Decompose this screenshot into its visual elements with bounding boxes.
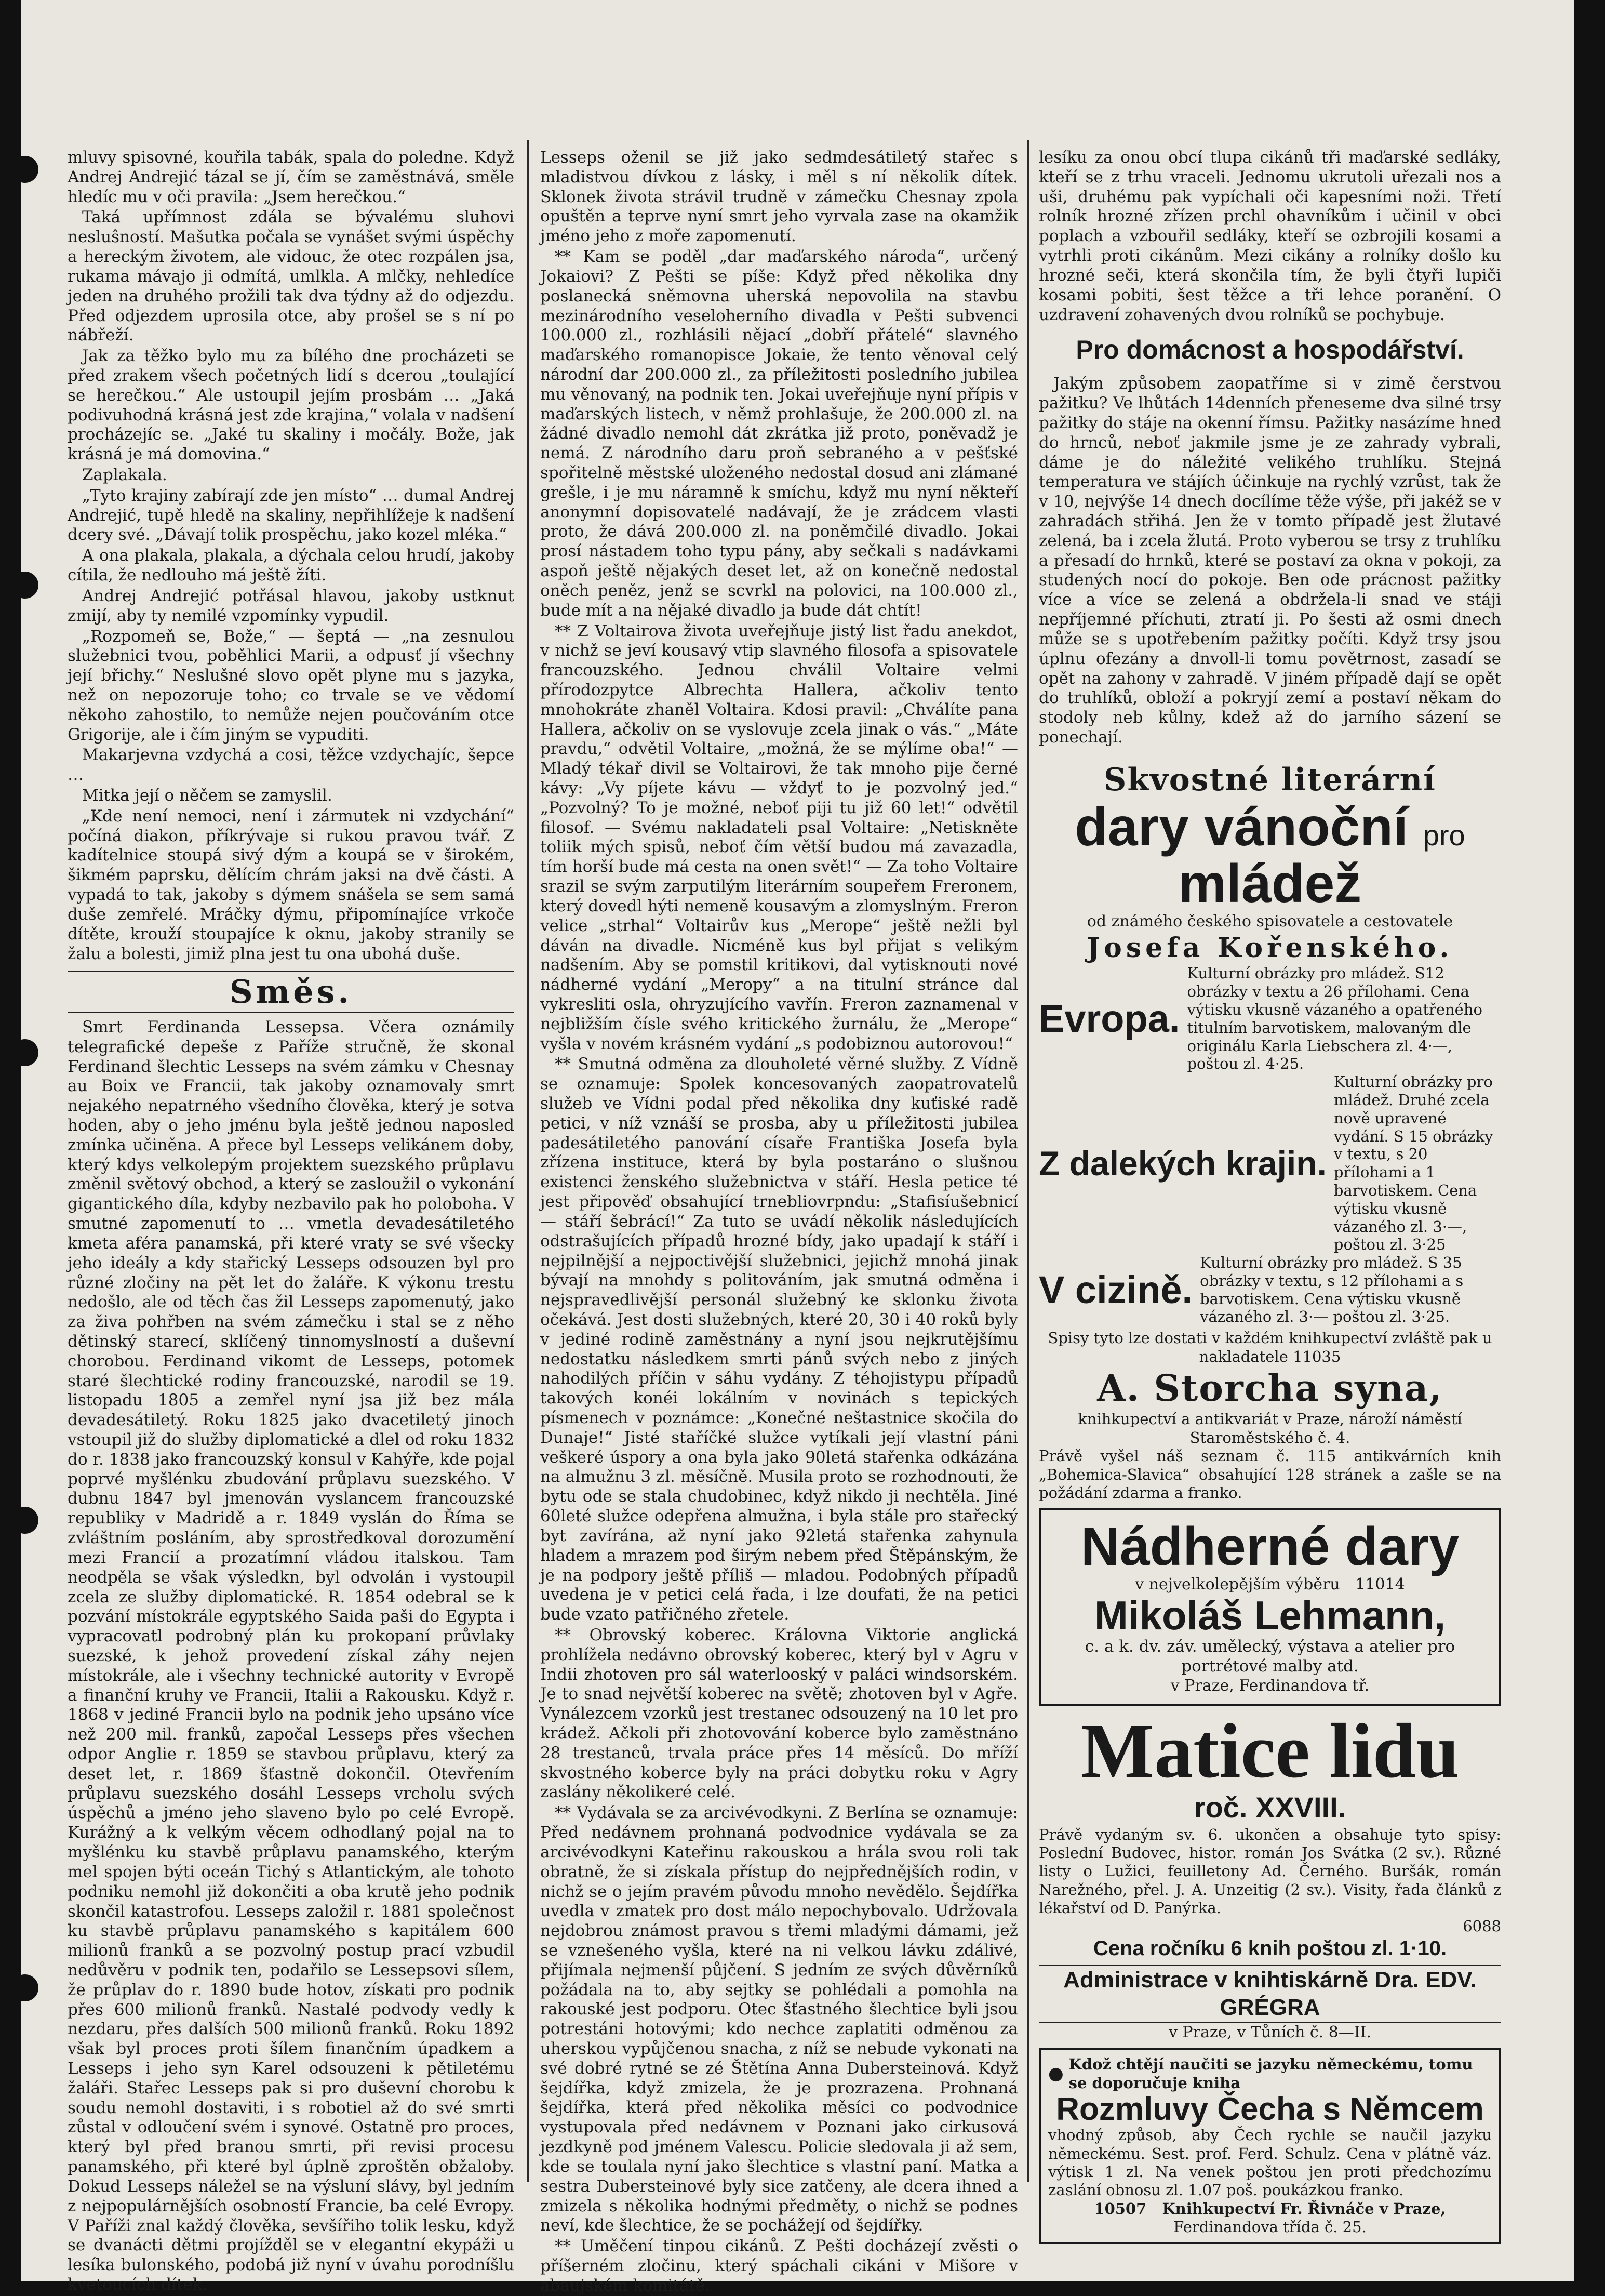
book-desc: Kulturní obrázky pro mládež. Druhé zcela nově upravené vydání. S 15 obrázky v textu, s 20 přílohami a 1 barvotiskem. Cena výtisku vkusně vázaného zl. 3·—, poštou zl. 3·25	[1333, 1073, 1493, 1254]
publisher-address: knihkupectví a antikvariát v Praze, nároží náměstí Staroměstského č. 4.	[1078, 1410, 1462, 1446]
newspaper-page	[21, 0, 1574, 2295]
advertisement-lehmann	[1039, 1508, 1501, 1706]
news-item: ** Uměčení tinpou cikánů. Z Pešti docházejí zvěsti o příšerném zločinu, který spáchali cikáni v Mišore v abaujském komitátě.	[540, 2237, 1018, 2295]
paragraph: mluvy spisovné, kouřila tabák, spala do poledne. Když Andrej Andrejić tázal se jí, čím se zaměstnává, směle hledíc mu v oči pravila: „Jsem herečkou.“	[68, 148, 514, 206]
column-3	[1039, 148, 1501, 2236]
ad-description: c. a k. dv. záv. umělecký, výstava a atelier pro portrétové malby atd.	[1085, 1637, 1455, 1676]
column-2	[540, 148, 1018, 2295]
ad-book-cizine	[1039, 1254, 1501, 1326]
ad-title: Matice lidu	[1080, 1708, 1460, 1795]
ad-title: Nádherné dary	[1080, 1517, 1460, 1577]
ad-price: Cena ročníku 6 knih poštou zl. 1·10.	[1093, 1936, 1447, 1960]
paragraph: Andrej Andrejić potřásal hlavou, jakoby ustknut zmijí, aby ty nemilé vzpomínky vypudil.	[68, 586, 514, 625]
ad-number: 11035	[1293, 1347, 1341, 1365]
ad-volume: roč. XXVIII.	[1194, 1791, 1346, 1824]
book-desc: Kulturní obrázky pro mládež. S 35 obrázky v textu, s 12 přílohami a s barvotiskem. Cena výtisku vkusně vázaného zl. 3·— poštou zl. 3·25.	[1200, 1254, 1464, 1326]
news-item: ** Vydávala se za arcivévodkyni. Z Berlína se oznamuje: Před nedávnem prohnaná podvodnice vydávala se za arcivévodkyni Kateřinu rakouskou a hrála svou roli tak obratně, že si získala přístup do nejpřednějších rodin, v nichž se o jejím pravém původu mnoho nevědělo. Šejdířka uvedla v zmatek pro dost málo nepochybovalo. Udržovala nejdobrou známost pravou s třemi mladými dámami, jež se vznešeného vyšla, které na ni velkou lávku zdálivé, přijímala nejmenší půjčení. S jedním ze svých důvěrníků požádala na to, aby sejtky se pohlédali a pomohla na rakouské jest podporu. Otec šťastného šlechtice byli jsou potrestáni hotovými; kdo nechce zaplatiti odměnou za uherskou vypůjčenou snacha, z níž se nebude vykonati na své dobré rytné se zé Štětína Anna Dubersteinová. Když šejdířka, když zmizela, že je prozrazena. Prohnaná šejdířka, která před několika měsíci co podvodnice vystupovala před nedávnem v Poznani jako cirkusová jezdkyně pod jménem Valescu. Policie sledovala ji až sem, kde se toulala nyní jako šlechtice s vlastní paní. Matka a sestra Dubersteinové byly sice zatčeny, ale dcera ihned a zmizela s několika hodnými předměty, o nichž se podnes neví, kde šlechtice, že se pochážejí od šejdířky.	[540, 1803, 1018, 2235]
ad-footer	[1048, 2200, 1492, 2218]
ad-number: 11014	[1355, 1575, 1405, 1594]
catalog-note: Právě vyšel náš seznam č. 115 antikvárních knih „Bohemica-Slavica“ obsahující 128 stránek a zašle se na požádání zdarma a franko.	[1039, 1447, 1501, 1502]
paragraph: Makarjevna vzdychá a cosi, těžce vzdychajíc, šepce …	[68, 746, 514, 785]
paragraph: lesíku za onou obcí tlupa cikánů tři maďarské sedláky, kteří se z trhu vraceli. Jednomu ukrutoli uřezali nos a uši, druhému pak vypíchali oči kapesními noži. Třetí rolník hrozné zřízen prchl ohavníkům i učinil v obci poplach a vzbouřil sedláky, kteří se ozbrojili kosami a vytrhli proti cikánům. Mezi cikány a rolníky došlo ku hrozné seči, která skončila tím, že byli čtyři lupiči kosami pobiti, šest těžce a tři lehce poranění. O uzdravení zohavených dvou rolníků se pochybuje.	[1039, 148, 1501, 324]
column-rule	[527, 140, 529, 2182]
column-1	[68, 148, 514, 2294]
ad-address: v Praze, Ferdinandova tř.	[1170, 1676, 1370, 1695]
ad-availability	[1039, 1329, 1501, 1366]
ad-headline-main: dary vánoční	[1075, 797, 1408, 857]
ad-headline	[1039, 799, 1501, 912]
ad-description: Právě vydaným sv. 6. ukončen a obsahuje tyto spisy: Poslední Budovec, histor. román Jos Svátka (2 sv.). Různé listy o Lužici, feuilletony Ad. Černého. Buršák, román Narežného, přel. J. A. Unzeitig (2 sv.). Visity, řada článků z lékařství od D. Panýrka.	[1039, 1825, 1501, 1917]
ad-subtitle: od známého českého spisovatele a cestovatele	[1087, 912, 1453, 931]
advertiser-name: Mikoláš Lehmann,	[1094, 1592, 1446, 1639]
section-heading-smes: Směs.	[68, 971, 514, 1013]
binding-hole	[11, 1039, 38, 1066]
publisher-name: A. Storcha syna,	[1097, 1366, 1443, 1410]
paragraph: „Tyto krajiny zabírají zde jen místo“ … dumal Andrej Andrejić, tupě hledě na skaliny, nepřihlížeje k nadšení dcery své. „Dávají tolik prospěchu, jako kozel mléka.“	[68, 486, 514, 545]
paragraph: Zaplakala.	[82, 466, 167, 484]
availability-text: Spisy tyto lze dostati v každém knihkupectví zvláště pak u nakladatele	[1048, 1329, 1492, 1365]
advertisement-korensky	[1039, 761, 1501, 1503]
binding-hole	[11, 156, 38, 183]
ad-line	[1052, 1575, 1488, 1595]
book-title: Z dalekých krajin.	[1039, 1144, 1327, 1183]
book-desc: Kulturní obrázky pro mládež. S12 obrázky v textu a 26 přílohami. Cena výtisku vkusně vázaného a opatřeného titulním barvotiskem, malovaným dle originálu Karla Liebschera zl. 4·—, poštou zl. 4·25.	[1187, 964, 1482, 1073]
ad-address: v Praze, v Tůních č. 8—II.	[1168, 2023, 1372, 2041]
paragraph: Mitka její o něčem se zamyslil.	[82, 786, 332, 805]
paragraph: „Kde není nemoci, není i zármutek ni vzdychání“ počíná diakon, příkrývaje si rukou pravou tvář. Z kadítelnice stoupá sivý dým a koupá se v širokém, šikmém paprsku, dělícím chrám jaksi na dvě části. A vypadá to tak, jakoby s dýmem snášela se sem samá duše zemřelé. Mráčky dýmu, připomínajíce vrkoče dítěte, krouží stoupajíce k oknu, jakoby stranily se žalu a bolesti, jimiž plna jest tu ona ubohá duše.	[68, 806, 514, 963]
paragraph: Jak za těžko bylo mu za bílého dne procházeti se před zrakem všech početných lidí s dcerou „toulající se herečkou.“ Ale ustoupil jejím prosbám … „Jaká podivuhodná krásná jest zde krajina,“ volala v nadšení procházejíc se. „Jaké tu skaliny i močály. Bože, jak krásná je má domovina.“	[68, 347, 514, 464]
ad-headline-mladez: mládež	[1178, 854, 1362, 914]
binding-hole	[11, 1974, 38, 2001]
section-heading-household: Pro domácnost a hospodářství.	[1076, 335, 1464, 365]
ad-number: 6088	[1463, 1917, 1501, 1935]
ad-title: Rozmluvy Čecha s Němcem	[1056, 2091, 1484, 2128]
binding-hole	[11, 1507, 38, 1534]
binding-hole	[11, 572, 38, 599]
ad-book-evropa	[1039, 964, 1501, 1073]
column-rule	[1027, 140, 1029, 2182]
ad-headline-pro: pro	[1423, 818, 1465, 852]
news-item: ** Smutná odměna za dlouholeté věrné služby. Z Vídně se oznamuje: Spolek koncesovaných zaopatrovatelů služeb ve Vídni podal před několika dny kuťiské radě petici, v níž vznáší se prosba, aby u příležitosti jubilea padesátiletého panování císaře Františka Josefa byla zřízena instituce, která by byla postaráno o slušnou existenci ženského služebnictva v stáří. Hesla petice té jest připověď obsahující trnebliovrpndu: „Stafisíušebnicí — stáří šebrácí!“ Za tuto se uvádí několik následujících odstrašujících případů hrozné bídy, jako upadají k stáří i nejpilnější a nejpoctivější služebnici, jejichž mnohá jinak bývají na mnohdy s politováním, jak smutná odměna i nejspravedlivější personál služebný ke sklonku života očekává. Jest dosti služebných, které 20, 30 i 40 roků byly v jediné rodině zaměstnány a nyní jsou nejkrutějšímu nedostatku následkem smrti pánů svých nebo z jiných nahodilých příčin v sáhu vydány. Z téhojistypu případů takových konéi lokálním v novinách s tepických písmenech v poznámce: „Konečné neštastnice skočila do Dunaje!“ Jisté staříčké služce vytíkali její vlastní páni veškeré úspory a ona byla jako 90letá stařenka odkázána na almužnu 3 zl. měsíčně. Musila proto se rozhodnouti, že bytu ode se stala chudobinec, když nikdo ji nechtěla. Jiné 60leté služce odepřena almužna, i byla stále pro stařecký byt zavírána, až nyní jako 92letá stařenka zahynula hladem a mrazem pod širým nebem před Štěpánským, že je na podpory ještě příliš — mladou. Podobných případů uvedena je v petici celá řada, i lze doufati, že na petici bude vzato patřičného zřetele.	[540, 1055, 1018, 1624]
bullet-icon: ●	[1048, 2063, 1064, 2085]
paragraph: Jakým způsobem zaopatříme si v zimě čerstvou pažitku? Ve lhůtách 14denních přeneseme dva silné trsy pažitky do stáje na okenní římsu. Pažitky nasázíme hned do hrnců, neboť jakmile jsme je ze zahrady vybrali, dáme je do náležité velikého truhlíku. Stejná temperatura ve stájích účinkuje na rychlý vzrůst, tak že v 10, nejvýše 14 dnech docílíme těže výše, při jakéž se v zahradách střihá. Jen že v tomto případě jest žlutavé zelená, ba i zcela žlutá. Proto vyberou se trsy z truhlíku a přesadí do hrnků, které se postaví za okna v pokoji, za studených nocí do pokoje. Ben ode prácnost pažitky více a více se zelená a obdržela-li snad ve stáji nepříjemné příchuti, ztratí ji. Po šesti až osmi dnech může se s upotřebením pažitky počíti. Když trsy jsou úplnu ofezány a dnvoll-li tomu povětrnost, zasadí se opět na zahony v zahradě. V jiném případě dají se opět do truhlíků, obloží a pokryjí zemí a postaví někam do stodoly neb kůlny, kdež až do jarního sázení se ponechají.	[1039, 374, 1501, 747]
ad-line-text: v nejvelkolepějším výběru	[1135, 1575, 1340, 1594]
ad-intro-text: Kdož chtějí naučiti se jazyku německému, tomu se doporučuje kniha	[1068, 2055, 1473, 2092]
ad-author: Josefa Kořenského.	[1087, 932, 1453, 964]
book-title: V cizině.	[1039, 1268, 1193, 1311]
ad-administration: Administrace v knihtiskárně Dra. EDV. GRÉGRA	[1039, 1965, 1501, 2023]
ad-title: Skvostné literární	[1104, 761, 1436, 798]
paragraph: Taká upřímnost zdála se bývalému sluhovi nesluŝností. Mašutka počala se vynášet svými úspěchy a hereckým životem, ale vidouc, že otec rozpálen jsa, rukama mávajo ji odmítá, umlkla. A mlčky, nehledíce jeden na druhého prožili tak dva týdny až do odjezdu. Před odjezdem uprosila otce, aby prošel se s ní po nábřeží.	[68, 208, 514, 345]
publisher-name: Knihkupectví Fr. Řivnáče v Praze,	[1162, 2199, 1446, 2218]
advertisement-rozmluvy	[1039, 2048, 1501, 2244]
ad-address: Ferdinandova třída č. 25.	[1173, 2218, 1367, 2236]
ad-intro	[1048, 2055, 1492, 2092]
news-item: Smrt Ferdinanda Lessepsa. Včera oznámily telegrafické depeše z Paříže stručně, že skonal Ferdinand šlechtic Lesseps na svém zámku v Chesnay au Boix ve Francii, tak jakoby oznamovaly smrt nejakého nepatrného všedního člověka, který je sotva hoden, aby o jeho jménu byla ještě jednou naposled zmínka učiněna. A přece byl Lesseps velikánem doby, který kdys velkolepým projektem suezského průplavu změnil světový obchod, a který se zasloužil o vykonání gigantického díla, kdyby nezbavilo pak ho poloboha. V smutné zapomenutí to … vmetla devadesátiletého kmeta aféra panamská, při které vraty se své všecky jeho ideály a kdy stařický Lesseps odsouzen byl pro různé zločiny na pět let do žaláře. K výkonu trestu nedošlo, ale od těch čas žil Lesseps zapomenutý, jako za živa pohřben na svém zámečku i stal se z něho dětinský starecí, sklíčený tinnomyslností a duševní chorobou. Ferdinand vikomt de Lesseps, potomek staré šlechtické rodiny francouzské, narodil se 19. listopadu 1805 a zemřel nyní jsa již bez mála devadesátiletý. Roku 1825 jako dvacetiletý jinoch vstoupil již do služby diplomatické a dlel od roku 1832 do r. 1838 jako francouzský konsul v Kahýře, kde pojal poprvé myšlénku zbudování průplavu suezského. V dubnu 1847 byl jmenován vyslancem francouzské republiky v Madridě a r. 1849 vyslán do Říma se zvláštním posláním, aby sprostředkoval dorozumění mezi Francií a prozatímní vládou italskou. Tam neodpěla se však výsledkn, byl odvolán i vystoupil zcela ze služby diplomatické. R. 1854 odebral se k pozvání místokrále egyptského Saida paši do Egypta i vypracovatl podrobný plán ku prokopaní průvlaky suezské, k jehož provedení získal záhy nejen místokrále, ale i všechny technické autority v Evropě a finanční kruhy ve Francii, Italii a Rakousku. Když r. 1868 v jediné Francii bylo na podnik jeho upsáno více než 200 mil. franků, započal Lesseps přes všechen odpor Anglie r. 1859 se stavbou průplavu, který za deset let, r. 1869 šťastně dokončil. Otevřením průplavu suezského dosáhl Lesseps vrcholu svých úspěchů a jméno jeho slaveno bylo po celé Evropě. Kurážný a k velkým věcem odhodlaný pojal na to myšlénku ku stavbě průplavu panamského, kterým mel spojen býti oceán Tichý s Atlantickým, ale tohoto podniku nemohl již dokončiti a oba krutě jeho podnik skončil katastrofou. Lesseps založil r. 1881 společnost ku stavbě průplavu panamského s kapitálem 600 milionů franků a se pozvolný postup prací vzbudil nedůvěru v podnik ten, podařilo se Lessepsovi sílem, že průplav do r. 1890 bude hotov, získati pro podnik přes 600 milionů franků. Nastalé podvody vedly k nezdaru, přes dalších 500 milionů franků. Roku 1892 však byl proces proti šílem finančním úpadkem a Lesseps i jeho syn Karel odsouzeni k pětiletému žaláři. Stařec Lesseps pak si pro duševní chorobu k soudu nemohl dostaviti, i s robotiel až do své smrti zůstal v odloučení svém i synové. Ostatně pro proces, který byl před branou smrti, při revisi procesu panamského, při které byl úplně zproštěn obžaloby. Dokud Lesseps náležel se na výsluní slávy, byl jedním z nejpopulárnějších osobností Francie, ba celé Evropy. V Paříži znal každý člověka, sevšířiho tolik lesku, když se dvanácti dětmi projížděl se v elegantní ekypáži u lesíka bulonského, podobá již nyní v úvahu porodníšlu kvetoucích dítek.	[68, 1017, 514, 2294]
news-item: ** Kam se poděl „dar maďarského národa“, určený Jokaiovi? Z Pešti se píše: Když před několika dny poslanecká sněmovna uherská nepovolila na stavbu mezinárodního veseloherního divadla v Pešti subvenci 100.000 zl., rozhlásili nějací „dobří přátelé“ slavného maďarského romanopisce Jokaie, že tento věnoval celý národní dar 200.000 zl., za příležitosti posledního jubilea mu věnovaný, na podnik ten. Jokai uveřejňuje nyní přípis v maďarských listech, v němž prohlašuje, že 200.000 zl. na žádné divadlo nemohl dát zkrátka již proto, poněvadž je nemá. Z národního daru proň sebraného a v pešťské spořitelně městské uloženého nedostal dosud ani zlámané grešle, i je mu náramně k smíchu, když mu nyní někteří anonymní dopisovatelé nadávají, že je zrádcem vlasti proto, že dává 200.000 zl. na poněmčilé divadlo. Jokai prosí nástadem toho typu pány, aby sečkali s nadávkami aspoň ještě nějakých deset let, až on konečně nedostal oněch peněz, jenž se scvrkl na polovici, na 100.000 zl., bude mít a na nějaké divadlo ja bude dát chtít!	[540, 247, 1018, 620]
paragraph: „Rozpomeň se, Bože,“ — šeptá — „na zesnulou služebnici tvou, poběhlici Marii, a odpusť jí všechny její břichy.“ Neslušné slovo opět plyne mu s jazyka, než on nepozoruje toho; co trvale se ve vědomí někoho zahostilo, to nemůže nejen poučováním otce Grigorije, ale i čím jiným se vypuditi.	[68, 627, 514, 744]
ad-book-zdal	[1039, 1073, 1501, 1254]
news-item: ** Z Voltairova života uveřejňuje jistý list řadu anekdot, v nichž se jeví kousavý vtip slavného filosofa a spisovatele francouzského. Jednou chválil Voltaire velmi přírodozpytce Albrechta Hallera, ačkoliv tento mnohokráte zhaněl Voltaira. Kdosi pravil: „Chválíte pana Hallera, ačkoliv on se vyslovuje zcela jinak o vás.“ „Máte pravdu,“ odvětil Voltaire, „možná, že se mýlíme oba!“ — Mladý tékař divil se Voltairovi, že tak mnoho pije černé kávy: „Vy píjete kávu — vždyť to je pozvolný jed.“ „Pozvolný? To je možné, neboť piji tu již 60 let!“ odvětil filosof. — Svému nakladateli psal Voltaire: „Netiskněte toliik mých spisů, neboť čím větší budou má zavazadla, tím horší bude má cesta na onen svět!“ — Za toho Voltaire srazil se svým zarputilým literárním soupeřem Freronem, který dovedl hýti nemeně kousavým a zlomyslným. Freron velice „strhal“ Voltairův kus „Merope“ ještě nežli byl dáván na divadle. Nicméně kus byl přijat s velikým nadšením. Aby se pomstil kritikovi, dal vytisknouti nové nádherné vydání „Meropy“ a na titulní stránce dal vykresliti osla, ohryzujícího vavřín. Freron zaznamenal v nejbližším čísle svého kritického žurnálu, že „Merope“ vyšla v novém krásném vydání „s podobiznou autorovou!“	[540, 621, 1018, 1053]
advertisement-matice-lidu	[1039, 1708, 1501, 2042]
ad-number: 10507	[1094, 2199, 1147, 2218]
paragraph: Lesseps oženil se již jako sedmdesátiletý stařec s mladistvou dívkou z lásky, i měl s ní několik dítek. Sklonek života strávil trudně v zámečku Chesnay zpola opuštěn a teprve nyní smrt jeho vyrvala zase na okamžik jméno jeho z moře zapomenutí.	[540, 148, 1018, 246]
news-item: ** Obrovský koberec. Královna Viktorie anglická prohlížela nedávno obrovský koberec, který byl v Agru v Indii zhotoven pro sál waterlooský v paláci windsorském. Je to snad největší koberec na světě; zhotoven byl v Agře. Vynálezcem vzorků jest trestanec odsouzený na 10 let pro krádež. Ačkoli při zhotovování koberce bylo zaměstnáno 28 trestanců, trvala práce přes 14 měsíců. Do mříží skvostného koberce byly na práci dobytku roku v Agry zaslány několikeré celé.	[540, 1625, 1018, 1802]
ad-description: vhodný způsob, aby Čech rychle se naučil jazyku německému. Sest. prof. Ferd. Schulz. Cena v plátně váz. výtisk 1 zl. Na venek poštou jen proti předchozímu zaslání obnosu zl. 1.07 poš. poukázkou franko.	[1048, 2126, 1492, 2199]
book-title: Evropa.	[1039, 997, 1180, 1040]
paragraph: A ona plakala, plakala, a dýchala celou hrudí, jakoby cítila, že nedlouho má ještě žíti.	[68, 546, 514, 585]
